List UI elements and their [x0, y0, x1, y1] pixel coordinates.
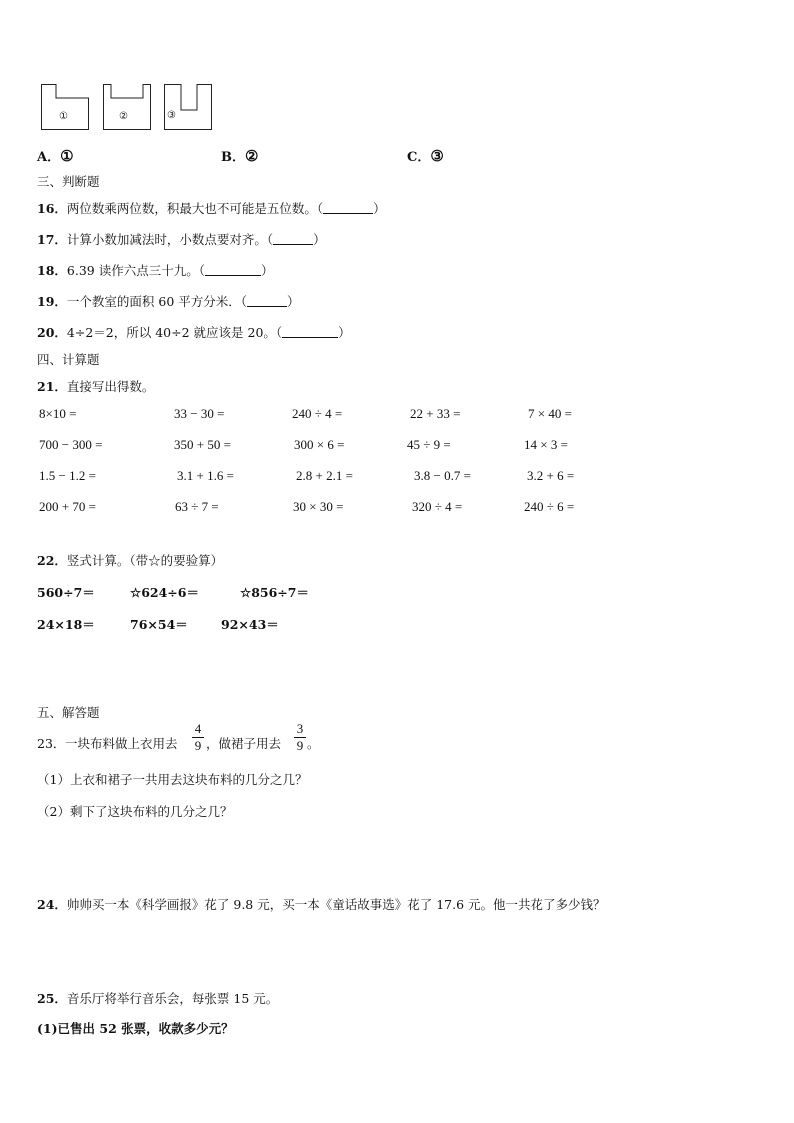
- figure-1-outline-icon: [41, 84, 89, 130]
- option-c: [407, 146, 444, 165]
- question-23-sub-2: （2）剩下了这块布料的几分之几？: [37, 804, 233, 819]
- fraction-denominator: 9: [296, 738, 304, 753]
- figure-2: [103, 84, 151, 130]
- section-4-title: 四、计算题: [37, 352, 100, 367]
- figure-3-label: ③: [167, 110, 176, 121]
- calc-item: 3.8 − 0.7 =: [414, 468, 471, 483]
- vertical-calc-item: 76×54＝: [130, 617, 188, 632]
- question-21-text: 直接写出得数。: [66, 379, 155, 394]
- answer-blank[interactable]: [273, 232, 313, 245]
- calc-item: 3.1 + 1.6 =: [177, 468, 234, 483]
- fraction-3-9: [294, 722, 306, 753]
- option-a-mark: ①: [60, 147, 74, 165]
- question-25: [37, 989, 278, 1007]
- question-18: [37, 261, 273, 279]
- question-16-number: 16．: [37, 201, 67, 216]
- figure-2-outline-icon: [103, 84, 151, 130]
- question-18-close: ）: [260, 263, 274, 278]
- question-17-number: 17．: [37, 232, 67, 247]
- figure-3-outline-icon: [164, 84, 212, 130]
- question-18-number: 18．: [37, 263, 67, 278]
- calc-item: 3.2 + 6 =: [527, 468, 575, 483]
- question-19-close: ）: [287, 294, 300, 309]
- calc-item: 200 + 70 =: [39, 499, 96, 514]
- calc-item: 1.5 − 1.2 =: [39, 468, 96, 483]
- question-16-close: ）: [373, 201, 386, 216]
- fraction-numerator: 3: [296, 721, 304, 736]
- calc-item: 22 + 33 =: [410, 406, 461, 421]
- option-c-mark: ③: [430, 147, 444, 165]
- calc-item: 63 ÷ 7 =: [175, 499, 219, 514]
- question-21: [37, 377, 154, 395]
- question-23-text-c: 。: [307, 736, 320, 751]
- calc-item: 30 × 30 =: [293, 499, 344, 514]
- question-22-text: 竖式计算。（带☆的要验算）: [66, 553, 224, 568]
- calc-item: 14 × 3 =: [524, 437, 568, 452]
- calc-item: 45 ÷ 9 =: [407, 437, 451, 452]
- question-18-text: 6.39 读作六点三十九。（: [66, 263, 205, 278]
- calc-item: 8×10 =: [39, 406, 77, 421]
- option-b-mark: ②: [245, 147, 259, 165]
- option-a-letter: A．: [37, 150, 61, 165]
- vertical-calc-item: 92×43＝: [221, 617, 279, 632]
- option-c-letter: C．: [407, 150, 431, 165]
- question-17-close: ）: [313, 232, 326, 247]
- question-24: [37, 895, 606, 913]
- question-20-close: ）: [338, 325, 351, 340]
- calc-item: 240 ÷ 6 =: [524, 499, 575, 514]
- figure-1: [41, 84, 89, 130]
- vertical-calc-item: 24×18＝: [37, 617, 95, 632]
- fraction-4-9: [192, 722, 204, 753]
- answer-blank[interactable]: [247, 294, 287, 307]
- question-25-number: 25．: [37, 991, 67, 1006]
- figure-2-label: ②: [119, 111, 128, 122]
- question-23-text-b: ，做裙子用去: [206, 736, 282, 751]
- calc-item: 700 − 300 =: [39, 437, 103, 452]
- question-24-number: 24．: [37, 897, 67, 912]
- question-20: [37, 323, 351, 341]
- question-23-number: 23．: [37, 736, 66, 751]
- question-19-text: 一个教室的面积 60 平方分米．（: [66, 294, 248, 309]
- vertical-calc-item: 560÷7＝: [37, 585, 95, 600]
- question-23-sub-1: （1）上衣和裙子一共用去这块布料的几分之几？: [37, 772, 308, 787]
- calc-item: 33 − 30 =: [174, 406, 225, 421]
- question-20-text: 4÷2＝2，所以 40÷2 就应该是 20。（: [66, 325, 283, 340]
- calc-item: 240 ÷ 4 =: [292, 406, 343, 421]
- question-19: [37, 292, 300, 310]
- option-a: [37, 146, 74, 165]
- option-b-letter: B．: [221, 150, 245, 165]
- answer-blank[interactable]: [282, 325, 338, 338]
- vertical-calc-item: ☆624÷6＝: [130, 585, 199, 600]
- question-21-number: 21．: [37, 379, 67, 394]
- vertical-calc-item: ☆856÷7＝: [240, 585, 309, 600]
- answer-blank[interactable]: [205, 263, 261, 276]
- question-16: [37, 199, 386, 217]
- figure-3: [164, 84, 212, 130]
- question-16-text: 两位数乘两位数，积最大也不可能是五位数。（: [66, 201, 324, 216]
- calc-item: 300 × 6 =: [294, 437, 345, 452]
- question-17-text: 计算小数加减法时，小数点要对齐。（: [66, 232, 274, 247]
- fraction-numerator: 4: [194, 721, 202, 736]
- question-17: [37, 230, 326, 248]
- calc-item: 2.8 + 2.1 =: [296, 468, 353, 483]
- question-25-sub-1: (1)已售出 52 张票，收款多少元？: [37, 1021, 234, 1036]
- question-20-number: 20．: [37, 325, 67, 340]
- answer-blank[interactable]: [323, 201, 373, 214]
- figure-1-label: ①: [59, 111, 68, 122]
- calc-item: 7 × 40 =: [528, 406, 572, 421]
- question-19-number: 19．: [37, 294, 67, 309]
- question-22-number: 22．: [37, 553, 67, 568]
- section-3-title: 三、判断题: [37, 174, 100, 189]
- fraction-denominator: 9: [194, 738, 202, 753]
- calc-item: 350 + 50 =: [174, 437, 231, 452]
- question-25-text: 音乐厅将举行音乐会，每张票 15 元。: [66, 991, 279, 1006]
- question-23-text-a: 一块布料做上衣用去: [65, 736, 178, 751]
- section-5-title: 五、解答题: [37, 705, 100, 720]
- option-b: [221, 146, 258, 165]
- question-24-text: 帅帅买一本《科学画报》花了 9.8 元，买一本《童话故事选》花了 17.6 元。他一共花了多少钱？: [66, 897, 606, 912]
- question-22: [37, 551, 223, 569]
- calc-item: 320 ÷ 4 =: [412, 499, 463, 514]
